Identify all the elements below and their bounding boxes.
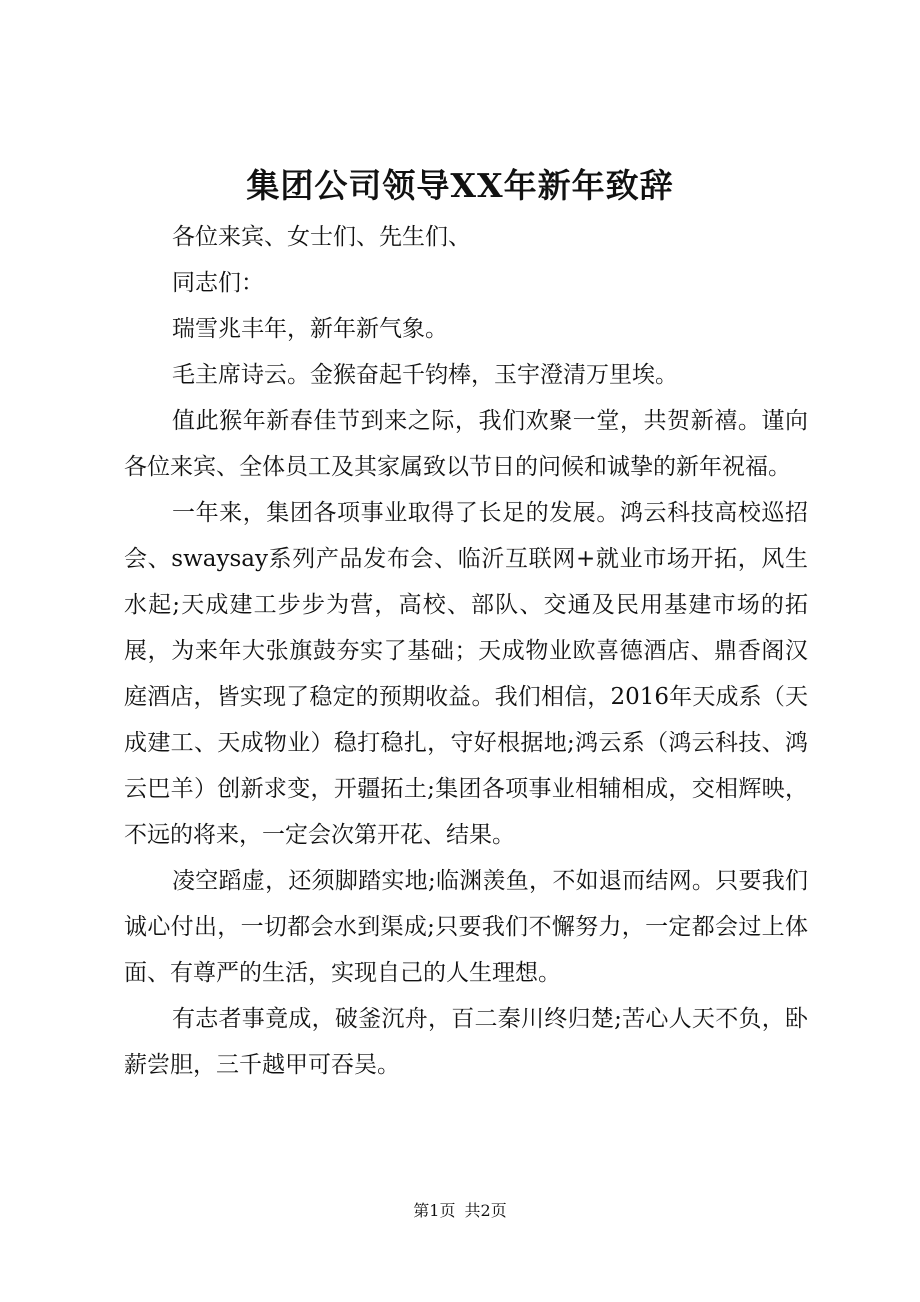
paragraph-blessing: 值此猴年新春佳节到来之际，我们欢聚一堂，共贺新禧。谨向各位来宾、全体员工及其家属致以节日的问候和诚挚的新年祝福。 [124,408,808,480]
document-title: 集团公司领导XX年新年致辞 [246,166,674,205]
page-footer [0,1199,920,1223]
document-body [124,214,808,1088]
paragraph-closing: 有志者事竟成，破釜沉舟，百二秦川终归楚;苦心人天不负，卧薪尝胆，三千越甲可吞吴。 [124,1006,808,1078]
paragraph-new-year: 瑞雪兆丰年，新年新气象。 [172,316,448,342]
paragraph-poem: 毛主席诗云。金猴奋起千钧棒，玉宇澄清万里埃。 [172,362,678,388]
paragraph-greeting: 各位来宾、女士们、先生们、 [172,224,471,250]
paragraph-encouragement: 凌空蹈虚，还须脚踏实地;临渊羡鱼，不如退而结网。只要我们诚心付出，一切都会水到渠成;只要我们不懈努力，一定都会过上体面、有尊严的生活，实现自己的人生理想。 [124,868,808,986]
paragraph-achievements: 一年来，集团各项事业取得了长足的发展。鸿云科技高校巡招会、swaysay系列产品发布会、临沂互联网+就业市场开拓，风生水起;天成建工步步为营，高校、部队、交通及民用基建市场的拓展，为来年大张旗鼓夯实了基础；天成物业欧喜德酒店、鼎香阁汉庭酒店，皆实现了稳定的预期收益。我们相信，2016年天成系（天成建工、天成物业）稳打稳扎，守好根据地;鸿云系（鸿云科技、鸿云巴羊）创新求变，开疆拓土;集团各项事业相辅相成，交相辉映，不远的将来，一定会次第开花、结果。 [124,500,808,848]
page-number-current: 第1页 [413,1201,456,1220]
paragraph-comrades: 同志们： [172,270,264,296]
page-number-total: 共2页 [464,1201,507,1220]
